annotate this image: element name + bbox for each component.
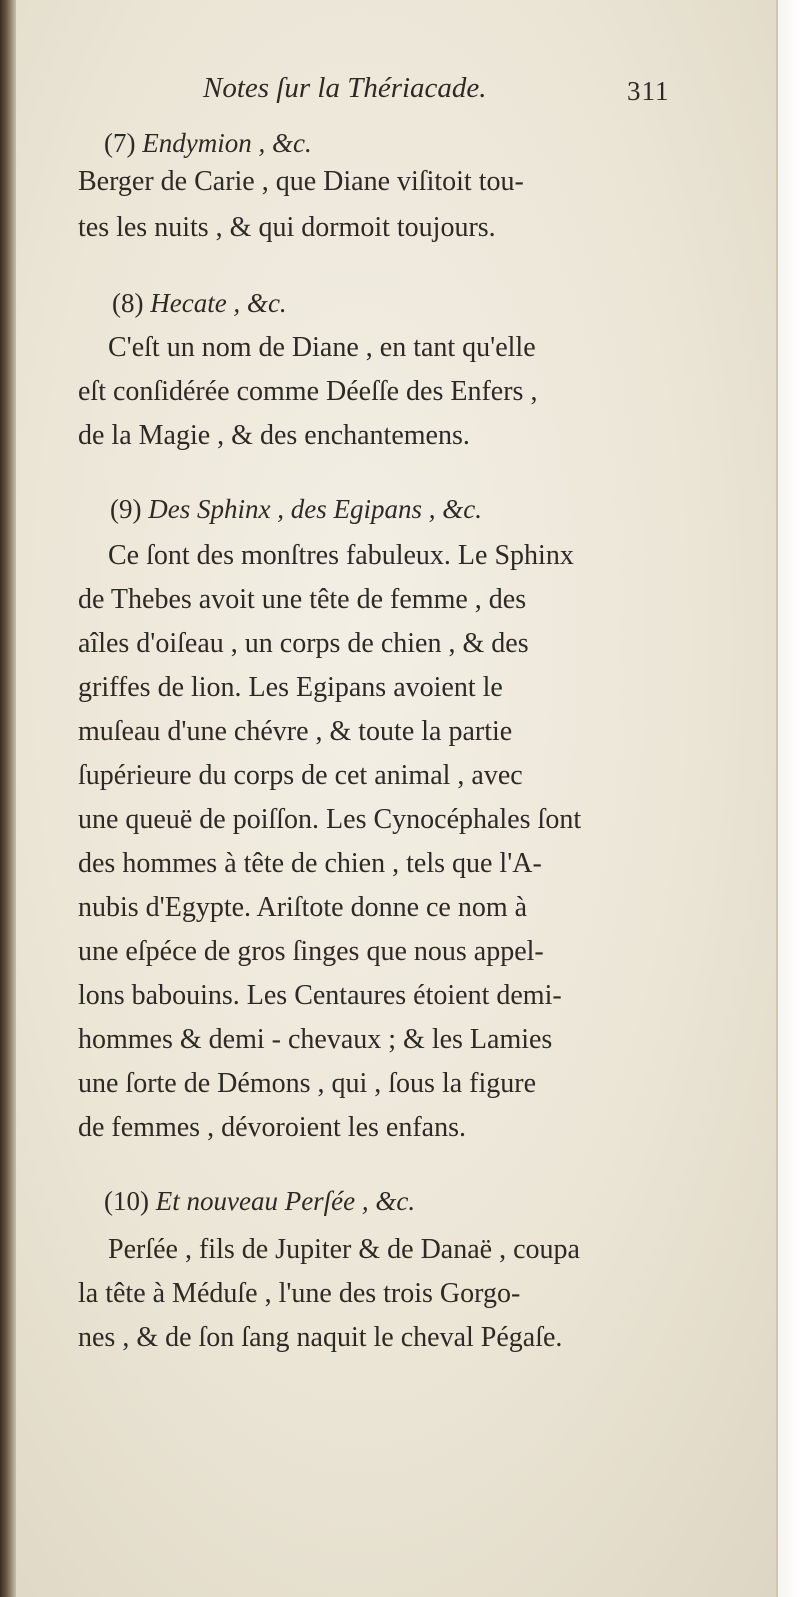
note-8-line-3: de la Magie , & des enchantemens. (78, 420, 470, 451)
note-10-heading (104, 1186, 415, 1217)
note-9-line-12: hommes & demi - chevaux ; & les Lamies (78, 1024, 553, 1055)
note-9-line-8: des hommes à tête de chien , tels que l'A- (78, 848, 542, 879)
note-7-line-2: tes les nuits , & qui dormoit toujours. (78, 212, 496, 243)
note-9-line-7: une queuë de poiſſon. Les Cynocéphales ſont (78, 804, 582, 835)
note-9-heading (110, 494, 482, 525)
note-9-line-1: Ce ſont des monſtres fabuleux. Le Sphinx (108, 540, 574, 571)
page-number: 311 (627, 76, 670, 106)
note-9-title: Des Sphinx , des Egipans , &c. (148, 494, 482, 524)
note-9-line-11: lons babouins. Les Centaures étoient demi- (78, 980, 562, 1011)
page-fore-edge (778, 0, 800, 1597)
note-9-line-9: nubis d'Egypte. Ariſtote donne ce nom à (78, 892, 528, 923)
note-10-marker: (10) (104, 1186, 149, 1216)
note-9-line-6: ſupérieure du corps de cet animal , avec (78, 760, 523, 791)
note-8-title: Hecate , &c. (150, 288, 287, 318)
note-10-line-1: Perſée , fils de Jupiter & de Danaë , coupa (108, 1234, 580, 1265)
note-8-marker: (8) (112, 288, 144, 318)
binding-gutter (0, 0, 16, 1597)
note-7-marker: (7) (104, 128, 136, 158)
note-9-line-5: muſeau d'une chévre , & toute la partie (78, 716, 513, 747)
note-9-marker: (9) (110, 494, 142, 524)
note-7-heading (104, 128, 312, 159)
note-9-line-2: de Thebes avoit une tête de femme , des (78, 584, 527, 615)
note-9-line-3: aîles d'oiſeau , un corps de chien , & des (78, 628, 529, 659)
note-9-line-13: une ſorte de Démons , qui , ſous la figure (78, 1068, 537, 1099)
note-7-line-1: Berger de Carie , que Diane viſitoit tou- (78, 166, 524, 197)
note-9-line-14: de femmes , dévoroient les enfans. (78, 1112, 466, 1143)
note-10-line-3: nes , & de ſon ſang naquit le cheval Pégaſe. (78, 1322, 563, 1353)
note-7-title: Endymion , &c. (142, 128, 312, 158)
note-10-line-2: la tête à Méduſe , l'une des trois Gorgo- (78, 1278, 521, 1309)
note-9-line-10: une eſpéce de gros ſinges que nous appel- (78, 936, 544, 967)
note-8-line-2: eſt conſidérée comme Déeſſe des Enfers , (78, 376, 538, 407)
note-8-line-1: C'eſt un nom de Diane , en tant qu'elle (108, 332, 536, 363)
note-10-title: Et nouveau Perſée , &c. (155, 1186, 416, 1216)
note-9-line-4: griffes de lion. Les Egipans avoient le (78, 672, 503, 703)
note-8-heading (112, 288, 287, 319)
running-title: Notes ſur la Thériacade. (203, 72, 487, 104)
